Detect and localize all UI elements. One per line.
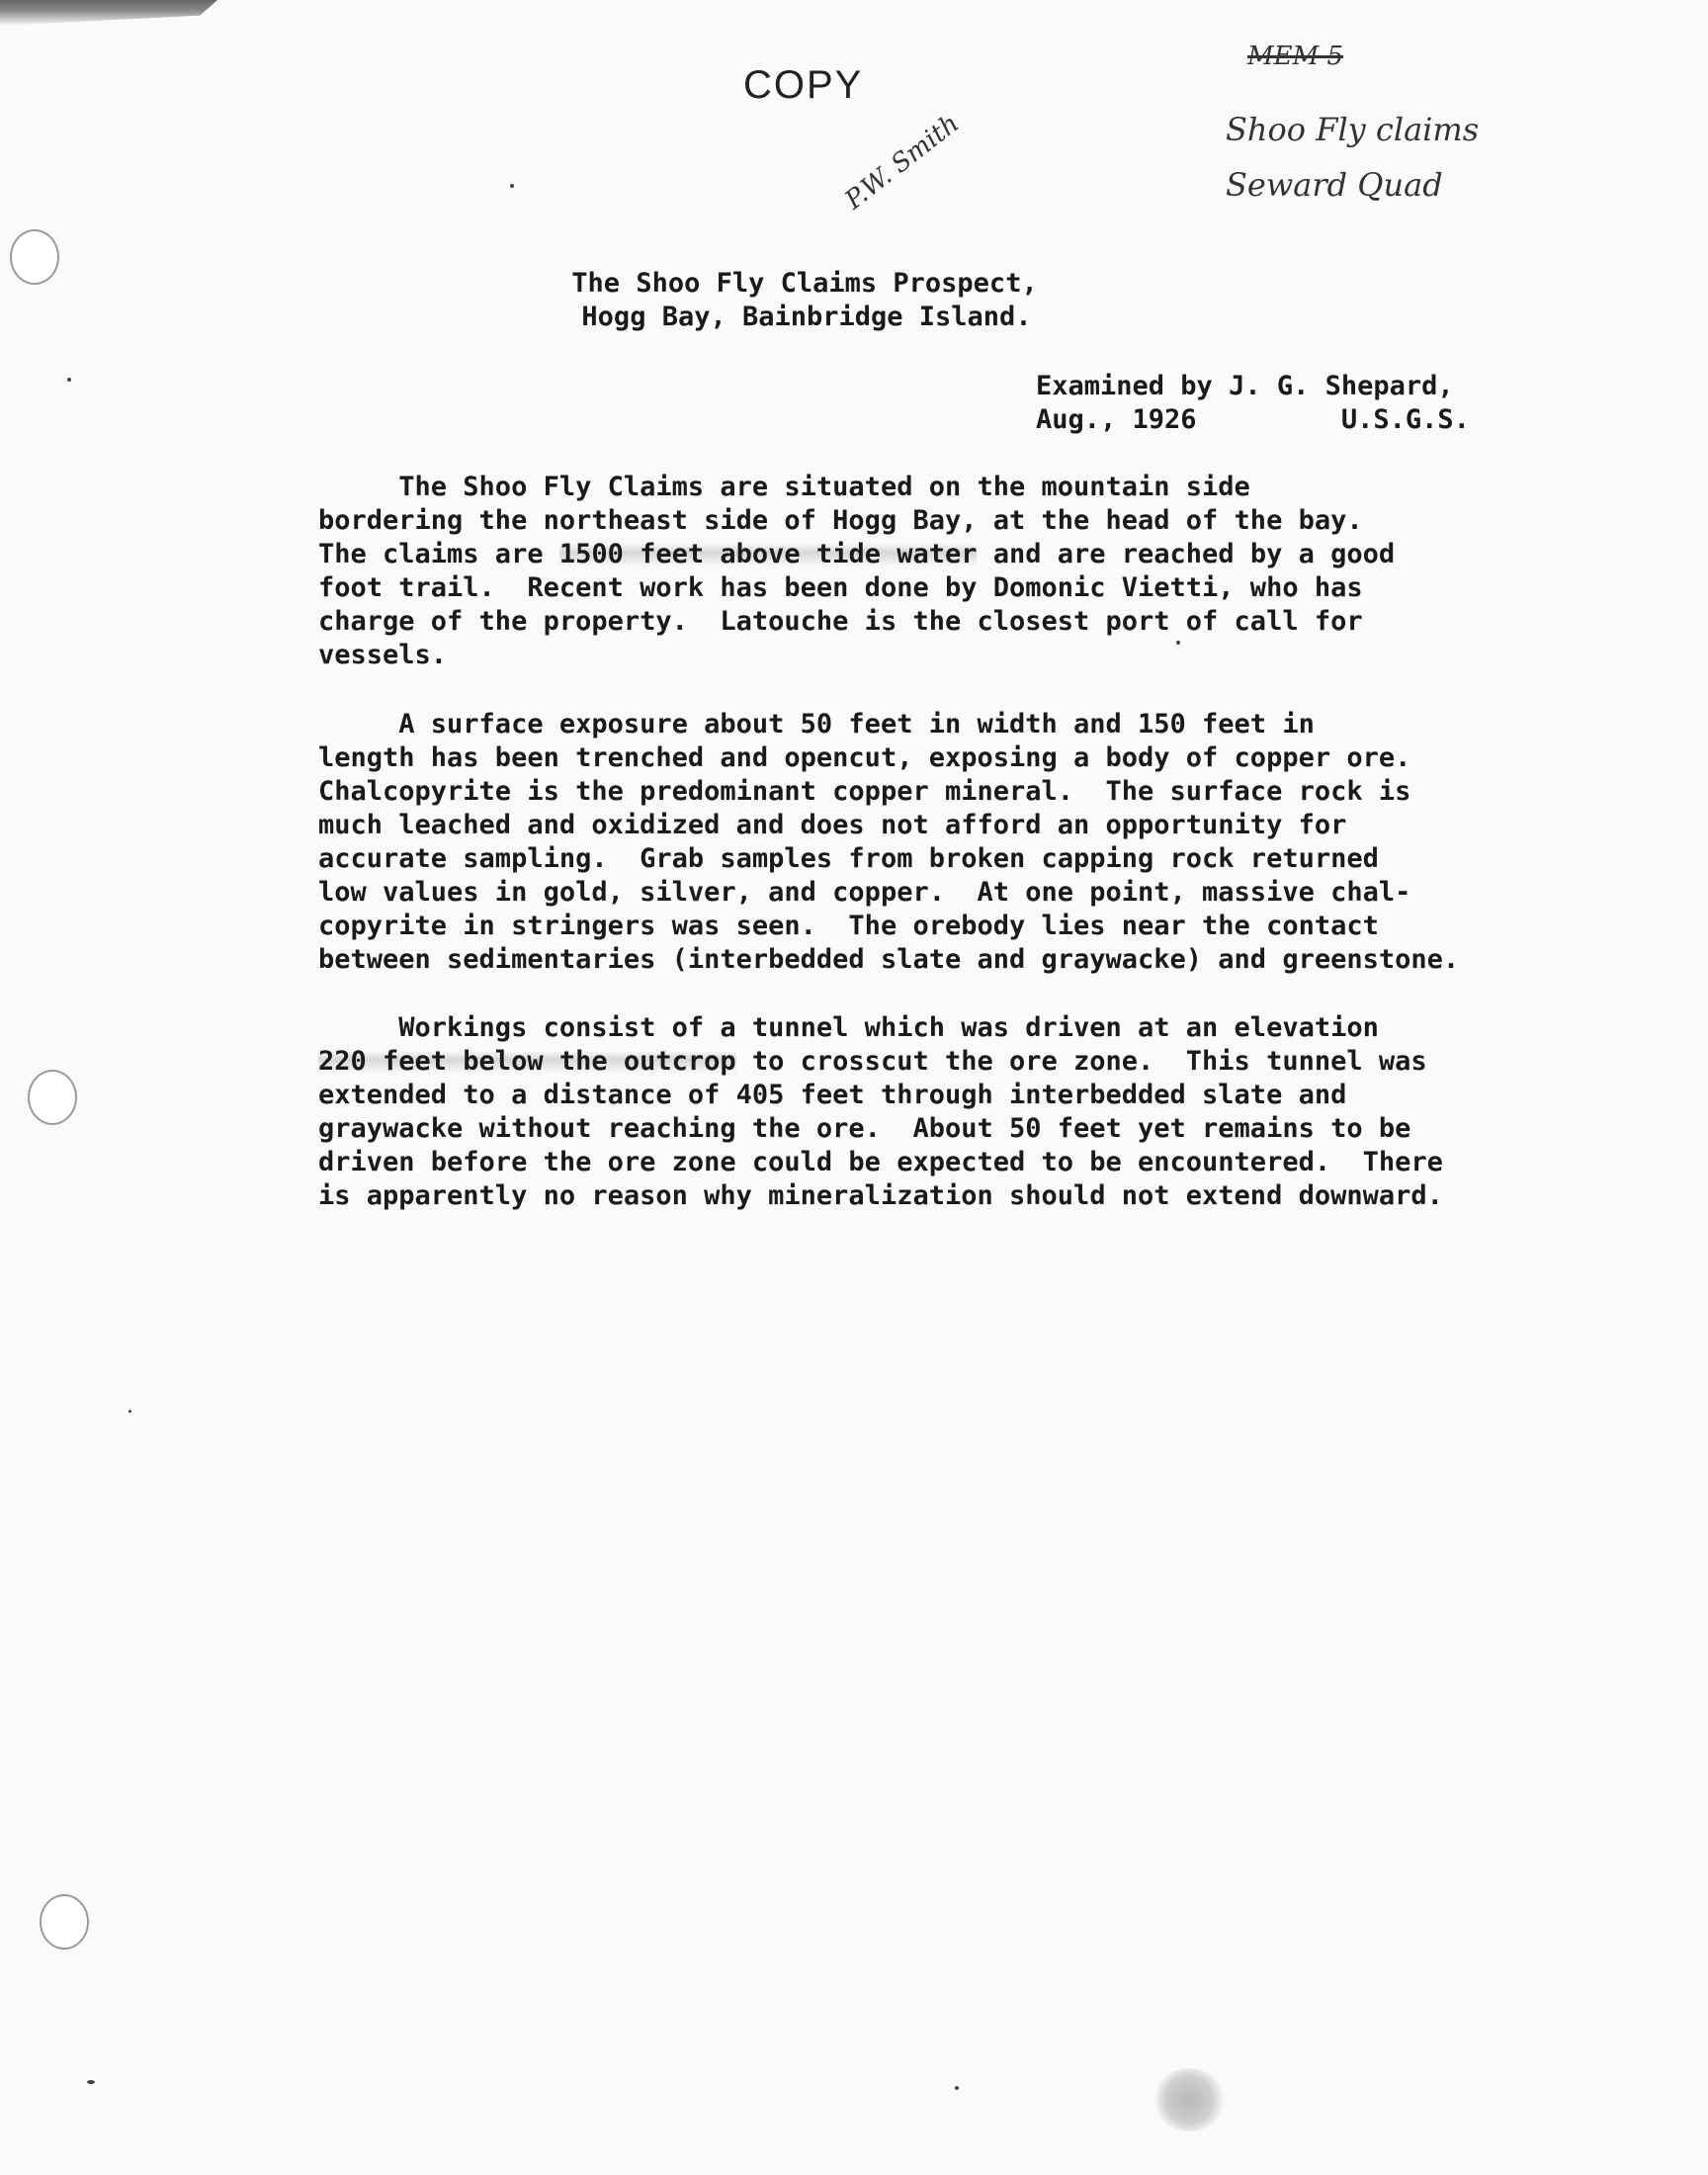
text-line: charge of the property. Latouche is the closest port of call for — [318, 606, 1363, 637]
text-line: A surface exposure about 50 feet in width and 150 feet in — [318, 709, 1315, 740]
text-line: low values in gold, silver, and copper. At one point, massive chal- — [318, 877, 1411, 908]
text-line: between sedimentaries (interbedded slate and graywacke) and greenstone. — [318, 944, 1460, 975]
text-line: foot trail. Recent work has been done by Domonic Vietti, who has — [318, 572, 1363, 603]
text-line: vessels. — [318, 640, 448, 670]
scan-speck — [510, 184, 514, 188]
text-segment: and are reached by a good — [977, 539, 1396, 569]
scan-speck — [87, 2080, 95, 2084]
highlighted-text: 1500 feet above tide water — [558, 539, 978, 569]
text-line — [318, 1045, 1564, 1079]
exam-date: Aug., 1926 — [1036, 404, 1197, 435]
paragraph-surface-exposure — [318, 708, 1564, 977]
examiner-block — [1036, 370, 1470, 437]
text-line: driven before the ore zone could be expected to be encountered. There — [318, 1147, 1443, 1177]
text-line: bordering the northeast side of Hogg Bay, at the head of the bay. — [318, 505, 1363, 536]
paragraph-workings — [318, 1011, 1564, 1213]
handwritten-strikethrough-note: MEM 5 — [1247, 42, 1344, 71]
scan-corner-mark — [0, 0, 217, 26]
highlighted-text: 220 feet below the outcrop — [318, 1046, 736, 1077]
text-line: is apparently no reason why mineralization should not extend downward. — [318, 1180, 1443, 1211]
text-line: accurate sampling. Grab samples from broken capping rock returned — [318, 843, 1379, 874]
examiner-line: Examined by J. G. Shepard, — [1036, 371, 1454, 401]
text-line — [318, 538, 1564, 571]
text-line: much leached and oxidized and does not afford an opportunity for — [318, 810, 1347, 840]
exam-agency: U.S.G.S. — [1340, 404, 1470, 435]
handwritten-note-line1: Shoo Fly claims — [1226, 111, 1480, 148]
punch-hole-bottom — [40, 1894, 89, 1950]
punch-hole-middle — [28, 1070, 77, 1125]
text-line: Chalcopyrite is the predominant copper mineral. The surface rock is — [318, 776, 1411, 807]
text-line: Workings consist of a tunnel which was driven at an elevation — [318, 1012, 1379, 1043]
title-line-1: The Shoo Fly Claims Prospect, — [571, 268, 1038, 299]
text-line: The Shoo Fly Claims are situated on the mountain side — [318, 472, 1250, 502]
text-line: length has been trenched and opencut, exposing a body of copper ore. — [318, 742, 1411, 773]
handwritten-initials: P.W. Smith — [839, 108, 966, 216]
scan-speck — [1176, 641, 1180, 645]
paragraph-location — [318, 471, 1564, 672]
scan-speck — [955, 2086, 959, 2090]
text-line: graywacke without reaching the ore. About 50 feet yet remains to be — [318, 1113, 1411, 1144]
document-title — [0, 267, 1708, 334]
scan-speck — [67, 378, 71, 382]
text-line: copyrite in stringers was seen. The orebody lies near the contact — [318, 911, 1379, 941]
text-segment: The claims are — [318, 539, 559, 569]
scan-speck — [128, 1410, 131, 1413]
title-line-2: Hogg Bay, Bainbridge Island. — [581, 302, 1032, 332]
text-line: extended to a distance of 405 feet through interbedded slate and — [318, 1080, 1347, 1110]
copy-stamp: COPY — [743, 63, 864, 107]
scan-smudge — [1154, 2068, 1224, 2132]
text-segment: to crosscut the ore zone. This tunnel was — [735, 1046, 1427, 1077]
handwritten-note-line2: Seward Quad — [1226, 166, 1443, 204]
